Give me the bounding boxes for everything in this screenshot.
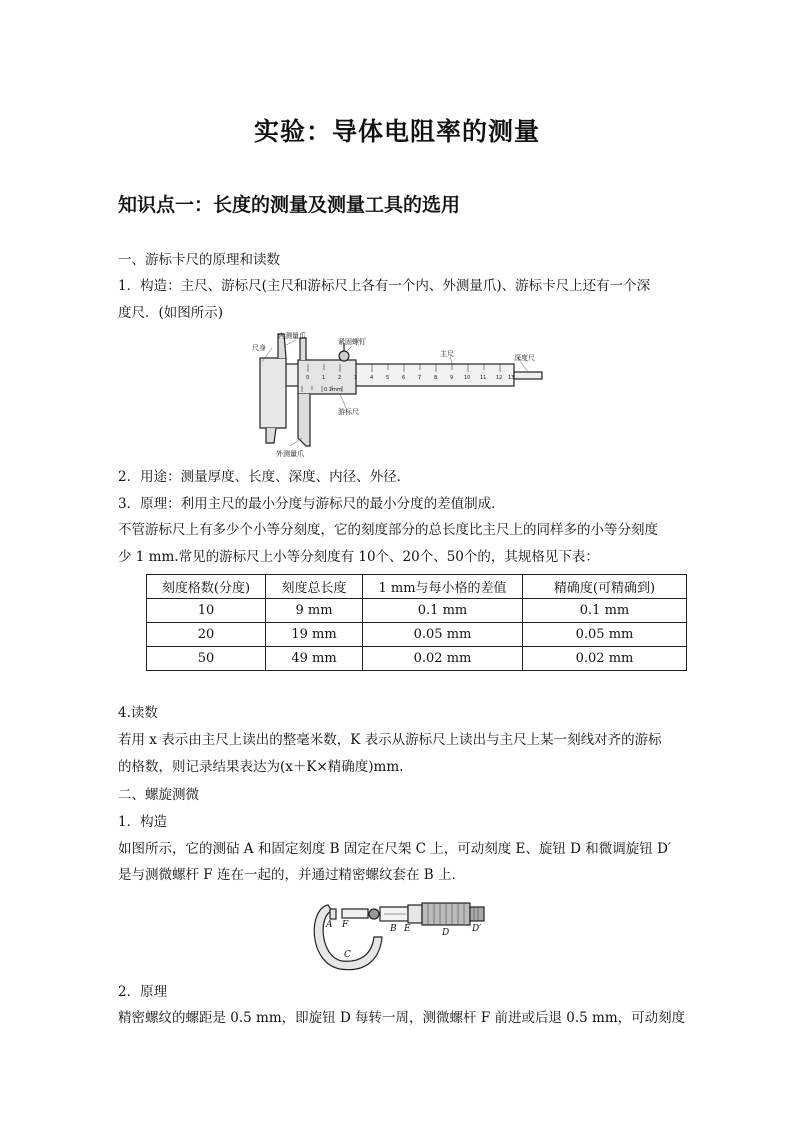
table-header-row	[147, 575, 687, 599]
table-cell: 9 mm	[266, 599, 363, 623]
scale-num: 2	[338, 375, 342, 381]
subsection-title: 一、游标卡尺的原理和读数	[118, 252, 280, 268]
micrometer-figure	[306, 897, 492, 975]
vernier-caliper-figure	[252, 328, 552, 460]
vernier-spec-table	[146, 574, 687, 671]
page-title: 实验：导体电阻率的测量	[253, 117, 540, 146]
scale-num: 5	[386, 375, 390, 381]
scale-num: 8	[434, 375, 438, 381]
table-cell: 0.05 mm	[523, 623, 687, 647]
table-row	[147, 647, 687, 671]
section-heading: 知识点一：长度的测量及测量工具的选用	[118, 194, 461, 216]
scale-num: 7	[418, 375, 422, 381]
label-B: B	[390, 924, 397, 934]
label-ruler-head: 尺身	[252, 344, 266, 352]
paragraph-use: 2．用途：测量厚度、长度、深度、内径、外径．	[118, 469, 411, 485]
paragraph-structure: 1．构造：主尺、游标尺(主尺和游标尺上各有一个内、外测量爪)、游标卡尺上还有一个深	[118, 278, 651, 294]
table-header-cell: 1 mm与每小格的差值	[363, 575, 523, 599]
table-row	[147, 623, 687, 647]
paragraph-micro-principle: 精密螺纹的螺距是 0.5 mm，即旋钮 D 每转一周，测微螺杆 F 前进或后退 0.5 mm，可动刻度	[118, 1010, 686, 1026]
table-cell: 0.1 mm	[523, 599, 687, 623]
label-F: F	[342, 920, 349, 930]
label-D-prime: D′	[472, 924, 482, 934]
label-screw: 紧固螺钉	[338, 338, 366, 346]
paragraph-micro-principle-title: 2．原理	[118, 984, 168, 1000]
scale-num: 6	[402, 375, 406, 381]
table-cell: 50	[147, 647, 266, 671]
table-cell: 49 mm	[266, 647, 363, 671]
paragraph-reading: 若用 x 表示由主尺上读出的整毫米数，K 表示从游标尺上读出与主尺上某一刻线对齐的游标	[118, 732, 662, 748]
table-cell: 0.02 mm	[523, 647, 687, 671]
scale-num: 9	[450, 375, 454, 381]
label-C: C	[344, 950, 351, 960]
table-cell: 10	[147, 599, 266, 623]
label-main-scale: 主尺	[440, 350, 454, 358]
scale-num: 11	[480, 375, 487, 381]
label-A: A	[326, 920, 333, 930]
table-cell: 0.1 mm	[363, 599, 523, 623]
paragraph-principle: 3．原理：利用主尺的最小分度与游标尺的最小分度的差值制成．	[118, 496, 505, 512]
subsection-title-micrometer: 二、螺旋测微	[118, 787, 199, 803]
label-D: D	[442, 928, 450, 938]
label-vernier: 游标尺	[338, 408, 359, 416]
scale-num: 3	[354, 375, 358, 381]
paragraph-reading-cont: 的格数，则记录结果表达为(x＋K×精确度)mm.	[118, 759, 404, 775]
scale-num: 4	[370, 375, 374, 381]
table-cell: 0.02 mm	[363, 647, 523, 671]
scale-num: 0	[306, 375, 310, 381]
table-header-cell: 刻度总长度	[266, 575, 363, 599]
table-row	[147, 599, 687, 623]
table-header-cell: 刻度格数(分度)	[147, 575, 266, 599]
label-precision: 0.1mm	[324, 387, 342, 393]
paragraph-structure-cont: 度尺．(如图所示)	[118, 305, 224, 321]
paragraph-micro-structure-title: 1．构造	[118, 814, 168, 830]
scale-num: 12	[496, 375, 503, 381]
paragraph-vernier-desc: 不管游标尺上有多少个小等分刻度，它的刻度部分的总长度比主尺上的同样多的小等分刻度	[118, 522, 658, 538]
table-cell: 20	[147, 623, 266, 647]
scale-num: 13	[508, 375, 515, 381]
label-depth: 深度尺	[514, 354, 535, 362]
label-E: E	[404, 924, 411, 934]
table-header-cell: 精确度(可精确到)	[523, 575, 687, 599]
scale-num: 1	[322, 375, 326, 381]
paragraph-micro-structure: 如图所示，它的测砧 A 和固定刻度 B 固定在尺架 C 上，可动刻度 E、旋钮 D 和微调旋钮 D′	[118, 841, 671, 857]
table-cell: 0.05 mm	[363, 623, 523, 647]
label-outer-jaw: 外测量爪	[276, 450, 304, 458]
scale-num: 10	[464, 375, 471, 381]
label-inner-jaw: 内测量爪	[278, 332, 306, 340]
paragraph-vernier-desc-cont: 少 1 mm.常见的游标尺上小等分刻度有 10个、20个、50个的，其规格见下表：	[118, 549, 599, 565]
paragraph-reading-title: 4.读数	[118, 705, 158, 721]
paragraph-micro-structure-cont: 是与测微螺杆 F 连在一起的，并通过精密螺纹套在 B 上．	[118, 867, 465, 883]
table-cell: 19 mm	[266, 623, 363, 647]
